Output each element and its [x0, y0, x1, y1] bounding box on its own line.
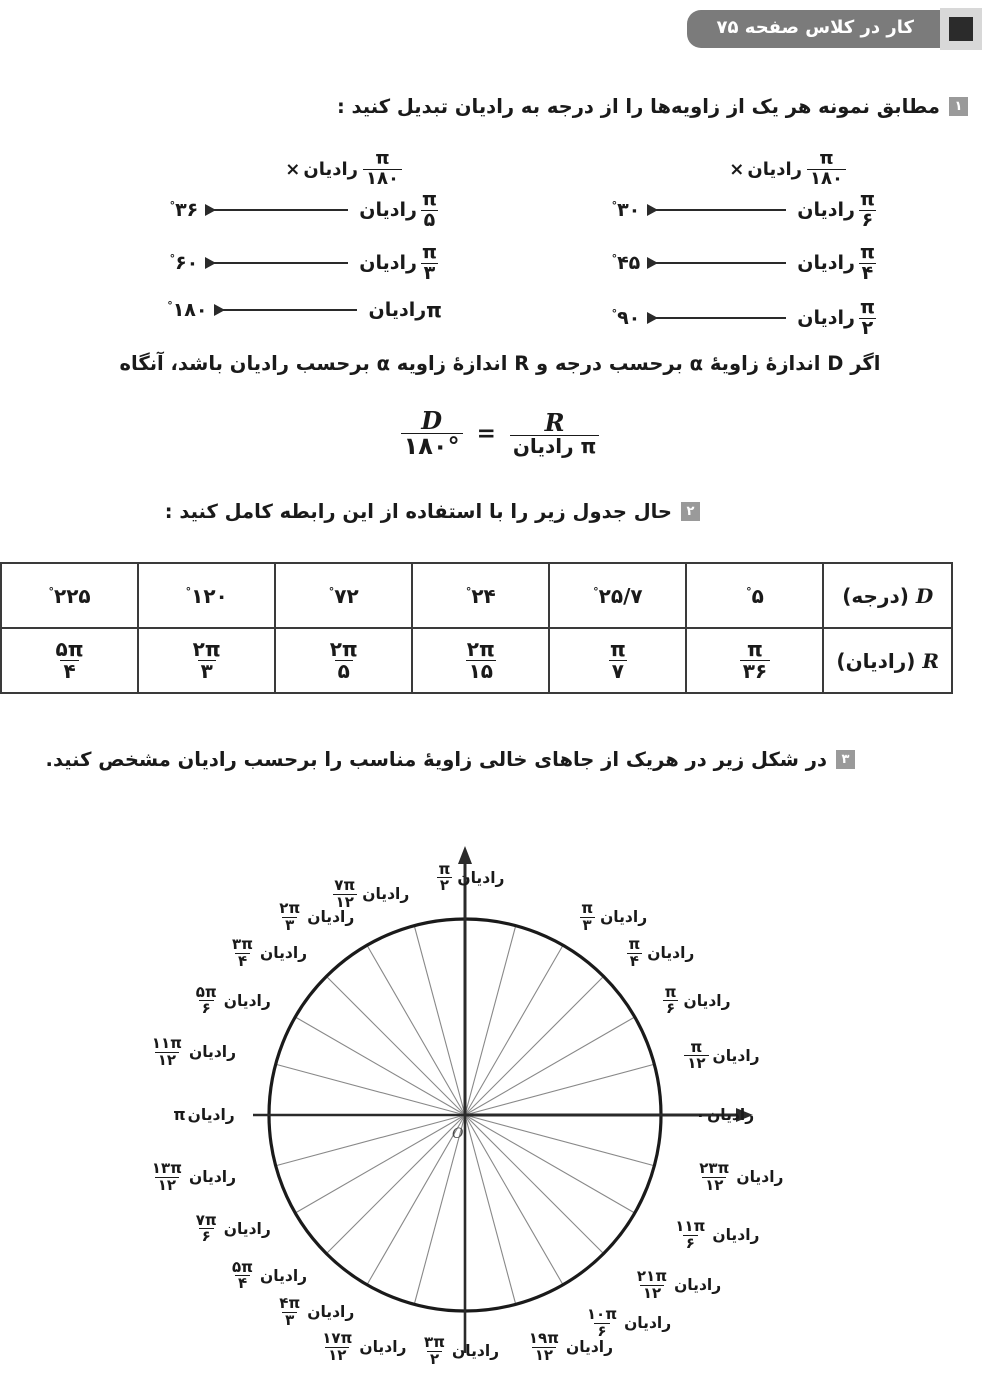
circle-spoke-225 [326, 1115, 465, 1254]
circle-label-13 [191, 1210, 271, 1246]
origin-label: O [452, 1126, 464, 1142]
circle-spoke-345 [465, 1115, 654, 1166]
row-header-degrees-unit: (درجه) [842, 583, 909, 608]
cell-radian-1[interactable]: $\frac{\pi}{۷}$ [549, 628, 686, 693]
degree-value-l1: ۳۰ ° [611, 199, 641, 222]
cell-radian-4[interactable]: $\frac{۲\pi}{۳}$ [138, 628, 275, 693]
conversion-result-r1: $\frac{\pi}{۵}$ [421, 188, 437, 231]
circle-label-fraction: $\frac{\pi}{۱۲}$ [684, 1040, 708, 1073]
radian-word-l1: رادیان [797, 199, 855, 222]
circle-label-unit: رادیان [260, 944, 308, 963]
circle-label-unit: رادیان [624, 1314, 672, 1333]
conversion-result-r3: π [426, 298, 442, 322]
formula-equals-sign: = [476, 420, 496, 447]
circle-label-19 [582, 1307, 671, 1340]
page-header-banner [687, 8, 980, 50]
conversion-row-l3 [612, 298, 880, 339]
circle-label-unit: رادیان [307, 908, 355, 927]
question-3-line [46, 748, 855, 771]
conversion-row-r2 [170, 243, 442, 284]
circle-label-2 [660, 982, 731, 1018]
circle-label-value: ۰ [695, 1106, 706, 1124]
radian-word-r3: رادیان [368, 299, 427, 321]
definition-statement: اگر D اندازهٔ زاویهٔ α برحسب درجه و R اندازهٔ زاویه α برحسب رادیان باشد، آنگاه [119, 352, 881, 375]
circle-label-fraction: $\frac{۳\pi}{۲}$ [424, 1332, 446, 1368]
row-header-radians-unit: (رادیان) [836, 648, 916, 673]
circle-spoke-210 [295, 1115, 465, 1213]
circle-spoke-15 [465, 1064, 654, 1115]
conversion-result-l2: $\frac{\pi}{۴}$ [859, 241, 875, 284]
question-1-number: ۱ [949, 97, 968, 116]
circle-label-unit: رادیان [647, 944, 695, 963]
circle-label-fraction: $\frac{۱۱\pi}{۱۲}$ [151, 1034, 182, 1069]
conversion-caption-right [285, 150, 404, 189]
arrow-l3 [648, 317, 786, 319]
unit-circle-diagram [0, 808, 1000, 1400]
circle-label-10 [147, 1036, 236, 1069]
degree-value-l3: ۹۰ ° [611, 307, 641, 330]
circle-label-unit: رادیان [712, 1046, 760, 1065]
circle-label-22 [694, 1158, 784, 1194]
circle-spoke-300 [465, 1115, 563, 1285]
circle-label-4 [576, 901, 647, 934]
cell-degree-0[interactable]: ۵ ° [686, 563, 823, 628]
circle-label-unit: رادیان [223, 991, 271, 1010]
circle-spoke-255 [414, 1115, 465, 1304]
conversion-row-l1 [612, 190, 880, 231]
table-row-radians [1, 628, 952, 693]
circle-label-unit: رادیان [223, 1219, 271, 1238]
circle-label-7 [274, 901, 354, 934]
cell-degree-1[interactable]: ۲۵/۷ ° [549, 563, 686, 628]
cell-degree-5[interactable]: ۲۲۵ ° [1, 563, 138, 628]
circle-label-fraction: $\frac{۲۳\pi}{۱۲}$ [699, 1158, 730, 1194]
conversion-row-r3 [167, 298, 442, 322]
circle-spoke-75 [465, 926, 516, 1115]
circle-label-fraction: $\frac{۵\pi}{۴}$ [232, 1257, 254, 1293]
circle-label-fraction: $\frac{۵\pi}{۶}$ [195, 982, 217, 1018]
arrow-r1 [206, 209, 348, 211]
cell-degree-3[interactable]: ۷۲ ° [275, 563, 412, 628]
radian-word-r1: رادیان [359, 199, 417, 222]
circle-label-unit: رادیان [457, 868, 505, 887]
circle-label-1 [682, 1037, 760, 1073]
circle-label-unit: رادیان [452, 1342, 500, 1360]
question-3-text: در شکل زیر در هریک از جاهای خالی زاویهٔ مناسب را برحسب رادیان مشخص کنید. [45, 748, 827, 771]
radian-word-l3: رادیان [797, 307, 855, 330]
circle-spoke-30 [465, 1017, 635, 1115]
conversion-result-l1: $\frac{\pi}{۶}$ [859, 188, 875, 231]
circle-label-unit: رادیان [707, 1106, 755, 1124]
cell-degree-2[interactable]: ۲۴ ° [412, 563, 549, 628]
arrow-r2 [206, 262, 348, 264]
circle-label-fraction: $\frac{۴\pi}{۳}$ [279, 1294, 301, 1329]
circle-label-unit: رادیان [600, 908, 648, 927]
circle-label-fraction: $\frac{۱۳\pi}{۱۲}$ [151, 1158, 182, 1194]
table-row-degrees [1, 563, 952, 628]
unit-circle-svg [0, 808, 1000, 1400]
circle-label-unit: رادیان [362, 885, 410, 904]
circle-label-fraction: $\frac{۷\pi}{۱۲}$ [334, 876, 356, 912]
circle-label-fraction: $\frac{۱۰\pi}{۶}$ [586, 1305, 618, 1340]
circle-label-unit: رادیان [188, 1168, 237, 1186]
formula-right-fraction: $\frac{R}{\text{π رادیان}}$ [510, 410, 600, 457]
question-2-number: ۲ [681, 502, 700, 521]
circle-label-fraction: $\frac{۱۹\pi}{۱۲}$ [528, 1329, 559, 1365]
question-1-line [337, 95, 968, 118]
circle-label-fraction: $\frac{۱۷\pi}{۱۲}$ [322, 1329, 353, 1365]
radian-word-l2: رادیان [797, 252, 855, 275]
circle-label-21 [670, 1219, 759, 1252]
circle-label-value: π [173, 1106, 186, 1124]
conversion-result-l3: $\frac{\pi}{۲}$ [859, 296, 875, 339]
circle-label-unit: رادیان [359, 1338, 407, 1357]
radian-word-r2: رادیان [359, 252, 417, 275]
cell-degree-4[interactable]: ۱۲۰ ° [138, 563, 275, 628]
circle-spoke-240 [367, 1115, 465, 1285]
circle-label-12 [147, 1158, 237, 1194]
formula-left-fraction: $\frac{D}{۱۸۰^\circ}$ [401, 408, 463, 459]
circle-label-9 [191, 982, 271, 1018]
circle-label-fraction: $\frac{\pi}{۶}$ [664, 982, 677, 1018]
circle-label-15 [274, 1296, 354, 1329]
radian-word-caption-right: رادیان [303, 158, 359, 180]
circle-spoke-105 [414, 926, 465, 1115]
question-2-line [165, 500, 700, 523]
circle-label-unit: رادیان [307, 1303, 355, 1322]
circle-label-17 [419, 1332, 500, 1368]
circle-label-14 [227, 1257, 308, 1293]
degree-value-l2: ۴۵ ° [611, 252, 641, 275]
circle-label-unit: رادیان [187, 1106, 235, 1124]
circle-label-unit: رادیان [683, 991, 731, 1010]
circle-spoke-165 [276, 1064, 465, 1115]
circle-spoke-315 [465, 1115, 604, 1254]
circle-label-fraction: $\frac{۷\pi}{۶}$ [195, 1210, 217, 1246]
circle-label-3 [623, 937, 694, 970]
conversion-factor-left: $\frac{\pi}{۱۸۰}$ [807, 150, 846, 189]
circle-spoke-45 [465, 976, 604, 1115]
circle-label-fraction: $\frac{۳\pi}{۴}$ [232, 935, 254, 971]
conversion-factor-right: $\frac{\pi}{۱۸۰}$ [363, 150, 402, 189]
circle-spoke-150 [295, 1017, 465, 1115]
circle-spoke-135 [326, 976, 465, 1115]
cell-radian-0[interactable]: $\frac{\pi}{۳۶}$ [686, 628, 823, 693]
circle-label-unit: رادیان [188, 1043, 237, 1062]
question-2-text: حال جدول زیر را با استفاده از این رابطه کامل کنید : [164, 500, 672, 523]
circle-label-unit: رادیان [260, 1266, 308, 1285]
row-header-radians: R (رادیان) [823, 628, 952, 693]
dark-square-icon [949, 17, 973, 41]
question-1-text: مطابق نمونه هر یک از زاویه‌ها را از درجه به رادیان تبدیل کنید : [336, 95, 940, 118]
conversion-row-l2 [612, 243, 880, 284]
circle-spoke-330 [465, 1115, 635, 1213]
circle-label-unit: رادیان [712, 1226, 760, 1245]
banner-title: کار در کلاس صفحه ۷۵ [687, 10, 940, 48]
circle-label-unit: رادیان [674, 1276, 722, 1294]
conversion-row-r1 [170, 190, 442, 231]
circle-label-20 [632, 1266, 722, 1302]
degree-value-r1: ۳۶ ° [169, 199, 199, 222]
question-3-number: ۳ [836, 750, 855, 769]
circle-label-fraction: $\frac{\pi}{۳}$ [581, 899, 594, 934]
circle-label-fraction: $\frac{\pi}{۴}$ [628, 935, 641, 971]
arrow-l1 [648, 209, 786, 211]
degree-value-r2: ۶۰ ° [169, 252, 199, 275]
conversion-result-r2: $\frac{\pi}{۳}$ [421, 241, 437, 284]
circle-label-unit: رادیان [736, 1168, 784, 1186]
row-header-degrees: D (درجه) [823, 563, 952, 628]
circle-spoke-195 [276, 1115, 465, 1166]
circle-spoke-60 [465, 945, 563, 1115]
cell-radian-3[interactable]: $\frac{۲\pi}{۵}$ [275, 628, 412, 693]
circle-spoke-285 [465, 1115, 516, 1304]
degree-radian-formula [0, 408, 1000, 459]
radian-word-caption-left: رادیان [747, 158, 803, 180]
circle-label-fraction: $\frac{\pi}{۲}$ [438, 859, 451, 895]
circle-label-fraction: $\frac{۲\pi}{۳}$ [279, 899, 301, 934]
circle-label-5 [434, 859, 505, 895]
circle-label-unit: رادیان [565, 1338, 614, 1357]
degree-value-r3: ۱۸۰ ° [167, 299, 208, 321]
cell-radian-2[interactable]: $\frac{۲\pi}{۱۵}$ [412, 628, 549, 693]
circle-label-0 [696, 1107, 755, 1123]
multiply-symbol-right: × [285, 158, 301, 180]
degree-radian-table [0, 562, 953, 694]
arrow-r3 [215, 309, 357, 311]
circle-label-11 [173, 1107, 234, 1123]
cell-radian-5[interactable]: $\frac{۵\pi}{۴}$ [1, 628, 138, 693]
multiply-symbol-left: × [729, 158, 745, 180]
circle-label-16 [317, 1331, 406, 1364]
circle-spoke-120 [367, 945, 465, 1115]
banner-square-icon [940, 8, 982, 50]
conversion-caption-left [729, 150, 848, 189]
circle-label-fraction: $\frac{۲۱\pi}{۱۲}$ [636, 1266, 668, 1302]
arrow-l2 [648, 262, 786, 264]
circle-label-8 [227, 937, 307, 970]
circle-label-fraction: $\frac{۱۱\pi}{۶}$ [675, 1217, 706, 1252]
